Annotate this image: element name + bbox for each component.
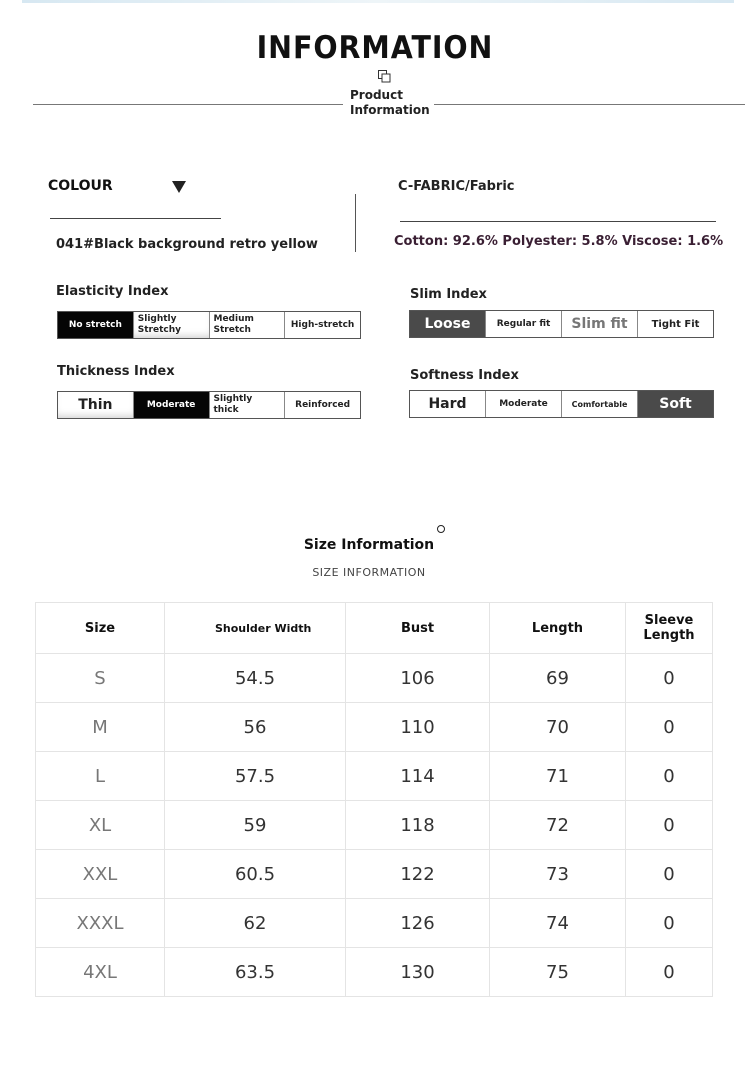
fabric-label: C-FABRIC/Fabric: [398, 179, 515, 194]
thickness-option-thin: Thin: [58, 392, 134, 418]
softness-option-comfortable: Comfortable: [562, 391, 638, 417]
bust-cell: 110: [346, 703, 490, 752]
length-cell: 72: [490, 801, 626, 850]
copy-icon: [378, 70, 391, 83]
sleeve-length-cell: 0: [626, 899, 713, 948]
slim-index-scale: [409, 310, 714, 338]
softness-option-hard: Hard: [410, 391, 486, 417]
bust-cell: 118: [346, 801, 490, 850]
shoulder-width-cell: 60.5: [165, 850, 346, 899]
size-cell: XXL: [36, 850, 165, 899]
size-table: [35, 602, 713, 997]
table-row: [36, 752, 713, 801]
dropdown-triangle-icon[interactable]: [172, 181, 186, 193]
softness-option-soft: Soft: [638, 391, 713, 417]
elasticity-option-high-stretch: High-stretch: [290, 319, 355, 330]
slim-option-regular-fit: Regular fit: [486, 311, 562, 337]
shoulder-width-cell: 56: [165, 703, 346, 752]
vertical-divider: [355, 194, 356, 252]
top-accent-line: [22, 0, 734, 3]
length-cell: 70: [490, 703, 626, 752]
sleeve-length-cell: 0: [626, 654, 713, 703]
subtitle-line-2: Information: [350, 103, 430, 117]
header-divider-left: [33, 104, 343, 105]
thickness-option-moderate: Moderate: [134, 392, 210, 418]
bust-cell: 106: [346, 654, 490, 703]
size-table-header-row: [36, 603, 713, 654]
length-cell: 75: [490, 948, 626, 997]
softness-option-moderate: Moderate: [486, 391, 562, 417]
header-shoulder-width: Shoulder Width: [165, 603, 346, 654]
softness-index-label: Softness Index: [410, 368, 519, 383]
size-cell: S: [36, 654, 165, 703]
shoulder-width-cell: 59: [165, 801, 346, 850]
bust-cell: 122: [346, 850, 490, 899]
length-cell: 71: [490, 752, 626, 801]
size-cell: XXXL: [36, 899, 165, 948]
shoulder-width-cell: 63.5: [165, 948, 346, 997]
fabric-value: Cotton: 92.6% Polyester: 5.8% Viscose: 1.6%: [394, 234, 724, 249]
thickness-index-scale: [57, 391, 361, 419]
header-size: Size: [36, 603, 165, 654]
table-row: [36, 948, 713, 997]
elasticity-option-no-stretch: No stretch: [58, 312, 134, 338]
fabric-underline: [400, 221, 716, 222]
slim-index-label: Slim Index: [410, 287, 487, 302]
bust-cell: 114: [346, 752, 490, 801]
header-divider-right: [434, 104, 745, 105]
length-cell: 69: [490, 654, 626, 703]
shoulder-width-cell: 62: [165, 899, 346, 948]
size-cell: 4XL: [36, 948, 165, 997]
sleeve-length-cell: 0: [626, 801, 713, 850]
size-information-title: Size Information: [303, 537, 435, 553]
size-information-subtitle: SIZE INFORMATION: [312, 566, 426, 579]
thickness-option-reinforced: Reinforced: [295, 399, 351, 410]
shoulder-width-cell: 57.5: [165, 752, 346, 801]
softness-index-scale: [409, 390, 714, 418]
bust-cell: 126: [346, 899, 490, 948]
table-row: [36, 801, 713, 850]
slim-option-loose: Loose: [410, 311, 486, 337]
sleeve-length-cell: 0: [626, 850, 713, 899]
table-row: [36, 899, 713, 948]
sleeve-length-cell: 0: [626, 752, 713, 801]
product-information-subtitle: [350, 88, 430, 118]
colour-underline: [50, 218, 221, 219]
header-bust: Bust: [346, 603, 490, 654]
colour-label: COLOUR: [48, 178, 113, 194]
size-cell: XL: [36, 801, 165, 850]
size-cell: M: [36, 703, 165, 752]
thickness-index-label: Thickness Index: [57, 364, 175, 379]
thickness-option-slightly-thick: Slightly thick: [210, 392, 286, 418]
header-length: Length: [490, 603, 626, 654]
subtitle-line-1: Product: [350, 88, 403, 102]
elasticity-option-slightly-stretchy: Slightly Stretchy: [134, 312, 210, 338]
slim-option-tight-fit: Tight Fit: [651, 318, 700, 330]
shoulder-width-cell: 54.5: [165, 654, 346, 703]
circle-icon: [437, 525, 445, 533]
size-cell: L: [36, 752, 165, 801]
sleeve-length-cell: 0: [626, 948, 713, 997]
sleeve-length-cell: 0: [626, 703, 713, 752]
table-row: [36, 654, 713, 703]
length-cell: 73: [490, 850, 626, 899]
slim-option-slim-fit: Slim fit: [562, 311, 638, 337]
elasticity-option-medium-stretch: Medium Stretch: [210, 312, 286, 338]
length-cell: 74: [490, 899, 626, 948]
page-title: INFORMATION: [256, 30, 494, 66]
elasticity-index-label: Elasticity Index: [56, 284, 169, 299]
table-row: [36, 850, 713, 899]
header-sleeve-length: Sleeve Length: [626, 603, 713, 654]
bust-cell: 130: [346, 948, 490, 997]
elasticity-index-scale: [57, 311, 361, 339]
table-row: [36, 703, 713, 752]
colour-value: 041#Black background retro yellow: [56, 237, 318, 252]
